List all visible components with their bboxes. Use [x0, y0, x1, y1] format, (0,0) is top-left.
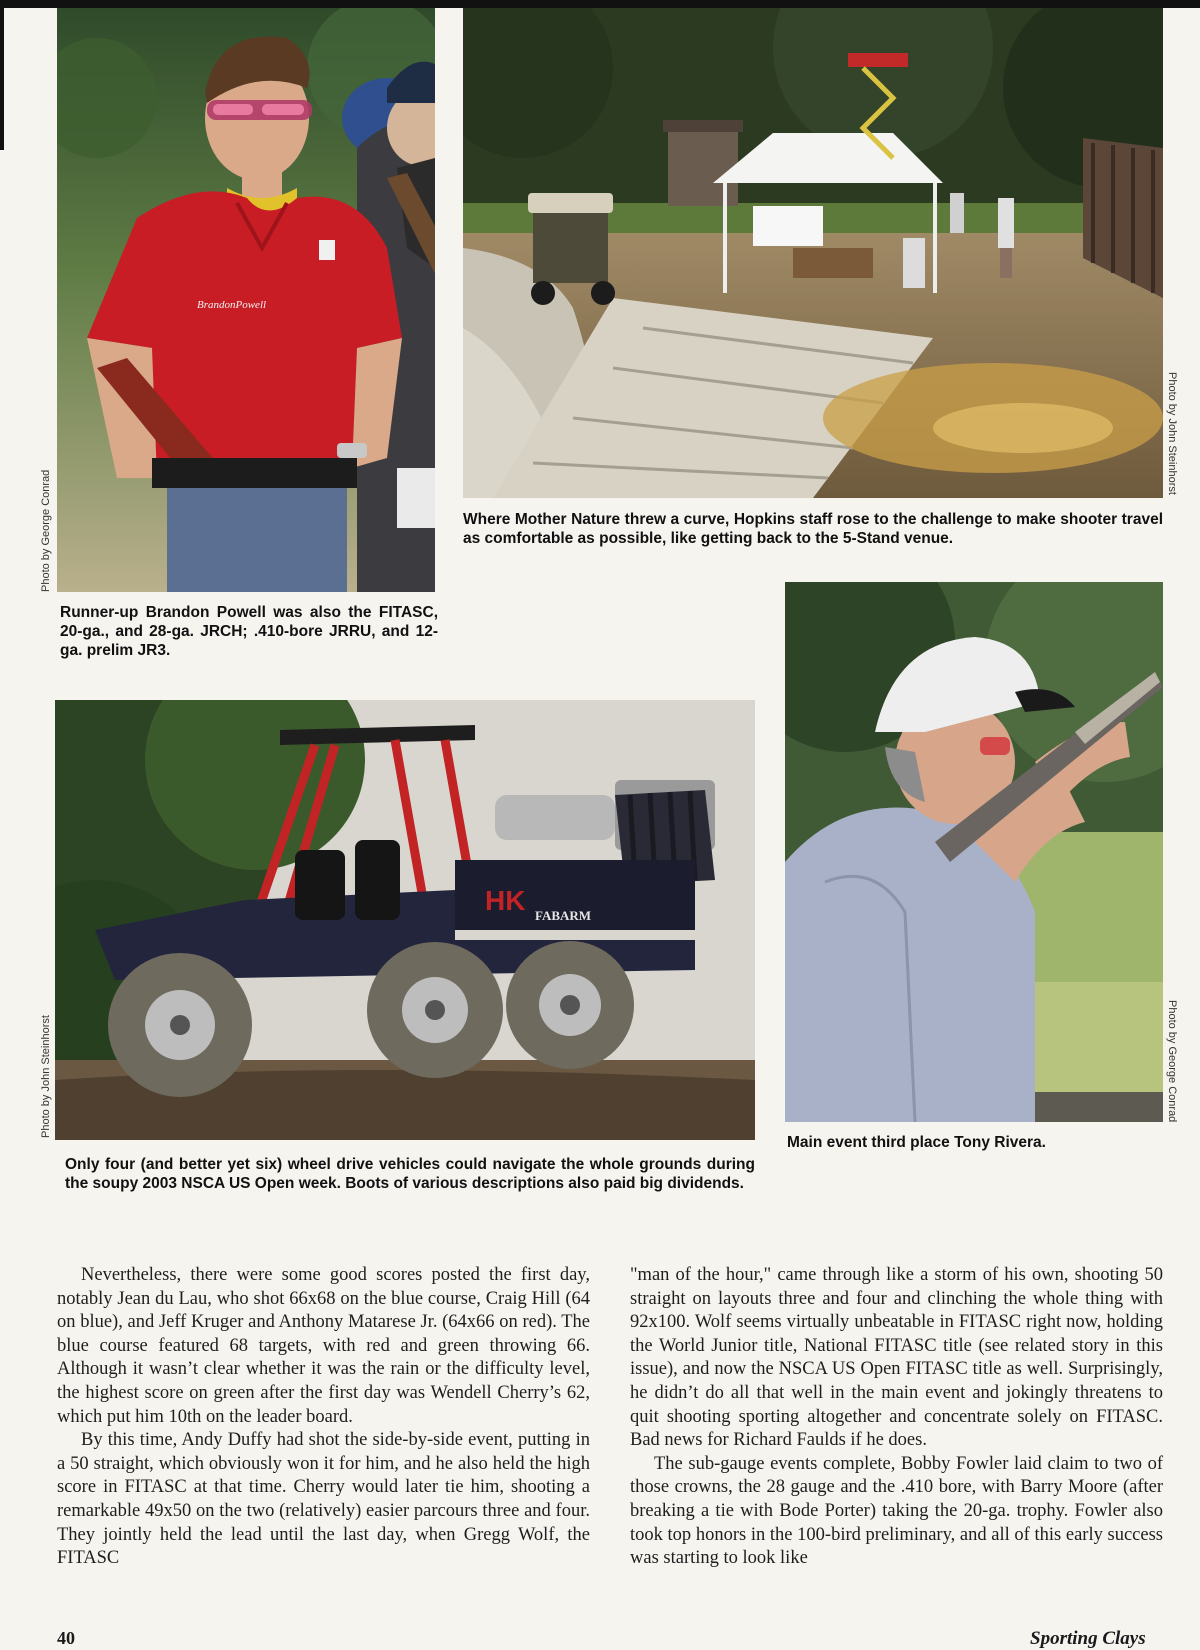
photo-credit-vehicle: Photo by John Steinhorst: [40, 1015, 52, 1138]
article-column-1: [57, 1264, 590, 1571]
wheel-front: [108, 953, 252, 1097]
photo-muddy-venue: [463, 8, 1163, 498]
article-paragraph: The sub-gauge events complete, Bobby Fowler laid claim to two of those crowns, the 28 gauge and the .410 bore, with Barry Moore (after breaking a tie with Bode Porter) taking the 20-ga. trophy. Fowler also took top honors in the 100-bird preliminary, and all of this early success was starting to look like: [630, 1453, 1163, 1569]
caption-brandon-powell: Runner-up Brandon Powell was also the FITASC, 20-ga., and 28-ga. JRCH; .410-bore JRRU, and 12-ga. prelim JR3.: [60, 604, 438, 659]
page-edge: [0, 0, 4, 150]
magazine-name: Sporting Clays: [1030, 1628, 1146, 1649]
photo-tony-rivera: [785, 582, 1163, 1122]
article-paragraph: "man of the hour," came through like a storm of his own, shooting 50 straight on layouts three and four and clinching the whole thing with 92x100. Wolf seems virtually unbeatable in FITASC right now, holding the World Junior title, National FITASC title (see related story in this issue), and now the NSCA US Open FITASC title as well. Surprisingly, he didn’t do all that well in the main event and jokingly threatens to quit shooting sporting altogether and concentrate solely on FITASC. Bad news for Richard Faulds if he does.: [630, 1265, 1163, 1451]
photo-credit-venue: Photo by John Steinhorst: [1166, 372, 1178, 495]
shirt-embroidery: BrandonPowell: [197, 299, 267, 311]
wheel-rear: [506, 941, 634, 1069]
top-border: [0, 0, 1200, 8]
caption-muddy-venue: Where Mother Nature threw a curve, Hopkins staff rose to the challenge to make shooter travel as comfortable as possible, like getting back to the 5-Stand venue.: [463, 511, 1163, 547]
photo-credit-brandon: Photo by George Conrad: [40, 469, 52, 592]
caption-tony-rivera: Main event third place Tony Rivera.: [787, 1134, 1046, 1151]
vehicle-box-lettering: FABARM: [535, 908, 592, 923]
article-paragraph: Nevertheless, there were some good scores posted the first day, notably Jean du Lau, who shot 66x68 on the blue course, Craig Hill (64 on blue), and Jeff Kruger and Anthony Matarese Jr. (64x66 on red). The blue course featured 68 targets, with red and green throwing 66. Although it wasn’t clear whether it was the rain or the difficulty level, the highest score on green after the first day was Wendell Cherry’s 62, which put him 10th on the leader board.: [57, 1265, 590, 1427]
page-number: 40: [57, 1628, 75, 1648]
svg-text:HK: HK: [485, 885, 526, 916]
wheel-middle: [367, 942, 503, 1078]
photo-six-wheel-vehicle: [55, 700, 755, 1140]
article-paragraph: By this time, Andy Duffy had shot the side-by-side event, putting in a 50 straight, which obviously won it for him, and he also held the high score in FITASC at that time. Cherry would later tie him, shooting a remarkable 49x50 on the two (relatively) easier parcours three and four. They jointly held the lead until the last day, when Gregg Wolf, the FITASC: [57, 1430, 590, 1569]
photo-brandon-powell: [57, 8, 435, 592]
photo-credit-tony: Photo by George Conrad: [1166, 1000, 1178, 1123]
caption-six-wheel-vehicle: Only four (and better yet six) wheel drive vehicles could navigate the whole grounds during the soupy 2003 NSCA US Open week. Boots of various descriptions also paid big dividends.: [65, 1156, 755, 1192]
article-column-2: [630, 1264, 1163, 1571]
